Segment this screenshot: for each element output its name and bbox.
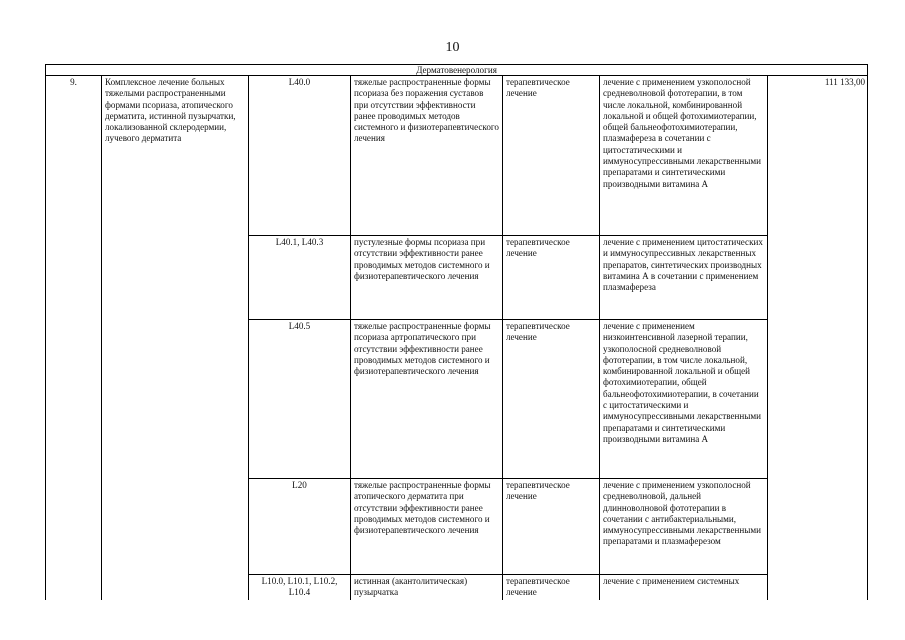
section-header-row — [46, 65, 868, 76]
patient-model: истинная (акантолитическая) пузырчатка — [351, 575, 503, 600]
services-table — [45, 64, 868, 600]
treatment-method: лечение с применением системных — [600, 575, 768, 600]
diagnosis-code: L40.0 — [249, 76, 351, 236]
treatment-method: лечение с применением цитостатических и иммуносупрессивных лекарственных препаратов, синтетических производных витамина А в сочетании с применением плазмафереза — [600, 236, 768, 320]
treatment-type: терапевтическое лечение — [503, 575, 600, 600]
patient-model: тяжелые распространенные формы псориаза артропатического при отсутствии эффективности ранее проводимых методов системного и физиотерапевтического лечения — [351, 320, 503, 479]
section-title: Дерматовенерология — [46, 65, 868, 76]
treatment-method: лечение с применением узкополосной средневолновой, дальней длинноволновой фототерапии в сочетании с антибактериальными, иммуносупрессивными лекарственными препаратами и плазмаферезом — [600, 479, 768, 575]
row-cost: 111 133,00 — [768, 76, 868, 600]
diagnosis-code: L40.1, L40.3 — [249, 236, 351, 320]
diagnosis-code: L10.0, L10.1, L10.2, L10.4 — [249, 575, 351, 600]
page-number: 10 — [445, 40, 460, 55]
diagnosis-code: L40.5 — [249, 320, 351, 479]
patient-model: тяжелые распространенные формы атопического дерматита при отсутствии эффективности ранее проводимых методов системного и физиотерапевтического лечения — [351, 479, 503, 575]
row-description: Комплексное лечение больных тяжелыми распространенными формами псориаза, атопического дерматита, истинной пузырчатки, локализованной склеродермии, лучевого дерматита — [102, 76, 249, 600]
patient-model: тяжелые распространенные формы псориаза без поражения суставов при отсутствии эффективности ранее проводимых методов системного и физиотерапевтического лечения — [351, 76, 503, 236]
table-row — [46, 76, 868, 236]
treatment-type: терапевтическое лечение — [503, 76, 600, 236]
treatment-type: терапевтическое лечение — [503, 320, 600, 479]
treatment-method: лечение с применением узкополосной средневолновой фототерапии, в том числе локальной, комбинированной локальной и общей фотохимиотерапии, общей бальнеофотохимиотерапии, плазмафереза в сочетании с цитостатическими и иммуносупрессивными лекарственными препаратами и синтетическими производными витамина А — [600, 76, 768, 236]
patient-model: пустулезные формы псориаза при отсутствии эффективности ранее проводимых методов системного и физиотерапевтического лечения — [351, 236, 503, 320]
treatment-type: терапевтическое лечение — [503, 236, 600, 320]
row-number: 9. — [46, 76, 102, 600]
diagnosis-code: L20 — [249, 479, 351, 575]
treatment-type: терапевтическое лечение — [503, 479, 600, 575]
treatment-method: лечение с применением низкоинтенсивной лазерной терапии, узкополосной средневолновой фототерапии, в том числе локальной, комбинированной локальной и общей фотохимиотерапии, общей бальнеофотохимиотерапии, в сочетании с цитостатическими и иммуносупрессивными лекарственными препаратами и синтетическими производными витамина А — [600, 320, 768, 479]
